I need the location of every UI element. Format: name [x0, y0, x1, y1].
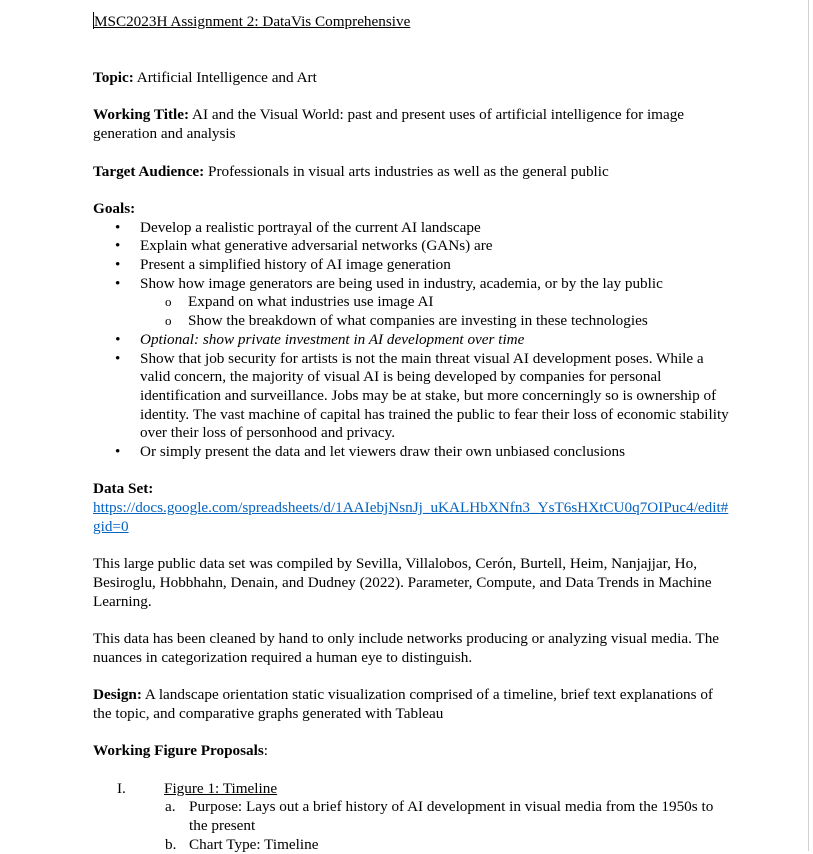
figure-title: Figure 1: Timeline: [164, 779, 278, 797]
goal-sub-item: o Show the breakdown of what companies are investing in these technologies: [165, 312, 648, 330]
bullet-icon: •: [115, 349, 121, 367]
data-set-compiled: This large public data set was compiled by Sevilla, Villalobos, Cerón, Burtell, Heim, Nanjajjar, Ho, Besiroglu, Hobbhahn, Denain, and Dudney (2022). Parameter, Compute, and Data Trends in Machine Learning.: [93, 555, 712, 610]
document-page: [93, 12, 733, 854]
goal-item: • Or simply present the data and let viewers draw their own unbiased conclusions: [115, 443, 626, 461]
bullet-icon: •: [115, 330, 121, 348]
goal-item-optional: • Optional: show private investment in AI development over time: [115, 330, 525, 348]
data-set-link-paragraph: [93, 499, 733, 536]
topic-paragraph: [93, 69, 733, 88]
goal-sub-item: o Expand on what industries use image AI: [165, 293, 434, 311]
figure-list: [93, 780, 733, 854]
sub-bullet-icon: o: [165, 294, 172, 310]
design-paragraph: [93, 686, 733, 723]
bullet-icon: •: [115, 218, 121, 236]
data-set-heading: Data Set:: [93, 480, 154, 498]
page-edge: [808, 0, 809, 851]
sub-bullet-icon: o: [165, 313, 172, 329]
goal-sub-list: [140, 293, 733, 330]
figure-sub-item: [93, 836, 733, 854]
bullet-icon: •: [115, 443, 121, 461]
working-title-label: Working Title:: [93, 106, 190, 124]
design-label: Design:: [93, 686, 142, 704]
bullet-icon: •: [115, 237, 121, 255]
design-value: A landscape orientation static visualization comprised of a timeline, brief text explanations of the topic, and comparative graphs generated with Tableau: [93, 686, 713, 722]
target-audience-label: Target Audience:: [93, 162, 205, 180]
figure-sub-item: [93, 798, 733, 835]
data-set-link[interactable]: https://docs.google.com/spreadsheets/d/1AAIebjNsnJj_uKALHbXNfn3_YsT6sHXtCU0q7OIPuc4/edit#gid=0: [93, 499, 729, 535]
bullet-icon: •: [115, 274, 121, 292]
bullet-icon: •: [115, 256, 121, 274]
sub-item-letter: b.: [165, 835, 177, 853]
sub-item-text: Chart Type: Timeline: [189, 835, 319, 853]
proposals-heading: Working Figure Proposals:: [93, 742, 268, 760]
target-audience-paragraph: [93, 163, 733, 182]
figure-number: I.: [117, 779, 126, 797]
goals-list: [93, 219, 733, 462]
goal-item: • Present a simplified history of AI image generation: [115, 256, 451, 274]
goal-item: • Show how image generators are being used in industry, academia, or by the lay public o Expand on what industries use image AI o Show the breakdown of what companies are investing in these technologies: [93, 275, 733, 331]
topic-label: Topic:: [93, 69, 134, 87]
data-set-cleaned: This data has been cleaned by hand to only include networks producing or analyzing visual media. The nuances in categorization required a human eye to distinguish.: [93, 630, 720, 666]
goal-item: • Develop a realistic portrayal of the current AI landscape: [115, 218, 481, 236]
target-audience-value: Professionals in visual arts industries as well as the general public: [204, 162, 609, 180]
working-title-value: AI and the Visual World: past and present uses of artificial intelligence for image generation and analysis: [93, 106, 685, 143]
sub-item-letter: a.: [165, 798, 176, 816]
sub-item-text: Purpose: Lays out a brief history of AI development in visual media from the 1950s to the present: [189, 798, 714, 835]
goal-item: • Show that job security for artists is not the main threat visual AI development poses. While a valid concern, the majority of visual AI is being developed by companies for personal identification and surveillance. Jobs may be at stake, but more concerningly so is ownership of identity. The vast machine of capital has trained the public to fear their loss of economic stability over their loss of personhood and privacy.: [115, 349, 729, 442]
working-title-paragraph: [93, 106, 733, 143]
goal-item: • Explain what generative adversarial networks (GANs) are: [115, 237, 493, 255]
topic-value: Artificial Intelligence and Art: [133, 69, 317, 87]
figure-item: [93, 780, 733, 799]
document-title: MSC2023H Assignment 2: DataVis Comprehensive: [94, 13, 411, 30]
goals-heading: Goals:: [93, 199, 136, 217]
